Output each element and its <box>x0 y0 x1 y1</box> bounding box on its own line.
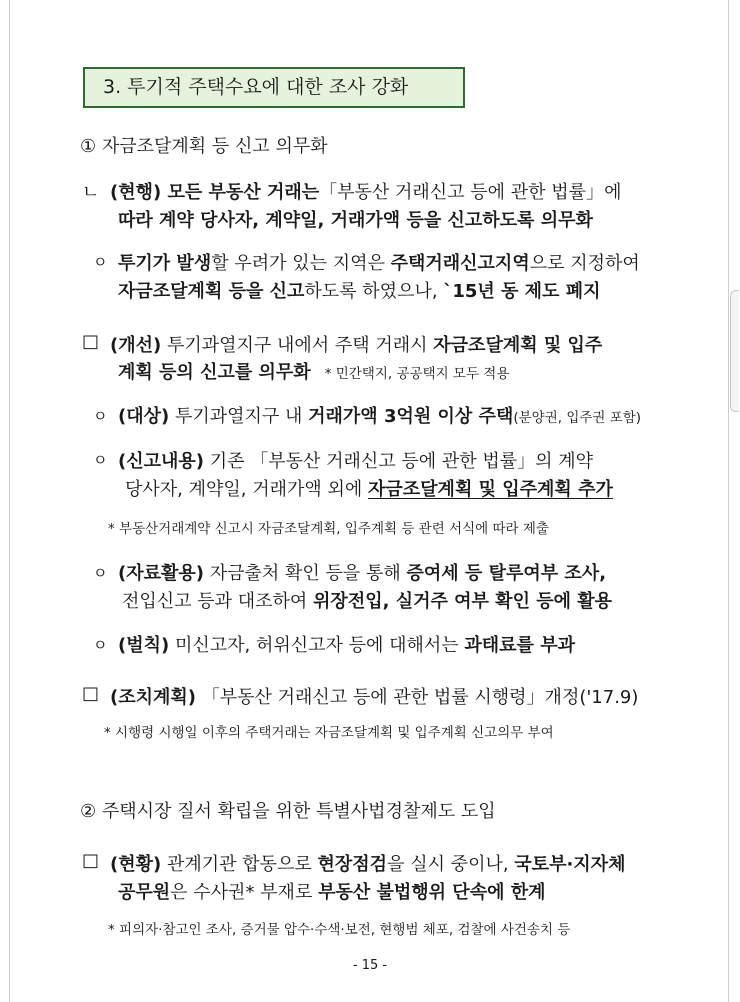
scroll-handle[interactable] <box>730 290 739 412</box>
subheading-1: ① 자금조달계획 등 신고 의무화 <box>80 136 328 157</box>
b2d-line: (벌칙) 미신고자, 허위신고자 등에 대해서는 과태료를 부과 <box>118 635 575 656</box>
b1s-line2: 자금조달계획 등을 신고하도록 하였으나, `15년 동 제도 폐지 <box>118 281 601 302</box>
b2-line2: 계획 등의 신고를 의무화 * 민간택지, 공공택지 모두 적용 <box>118 362 510 383</box>
b2c-line1: (자료활용) 자금출처 확인 등을 통해 증여세 등 탈루여부 조사, <box>118 563 607 584</box>
b2c-line2: 전입신고 등과 대조하여 위장전입, 실거주 여부 확인 등에 활용 <box>122 591 613 612</box>
section-title: 3. 투기적 주택수요에 대한 조사 강화 <box>103 76 409 98</box>
b2-line1: (개선) 투기과열지구 내에서 주택 거래시 자금조달계획 및 입주 <box>110 335 603 356</box>
bullet-marker: ㅇ <box>93 451 108 469</box>
square-marker: □ <box>82 850 100 871</box>
b2-note: * 부동산거래계약 신고시 자금조달계획, 입주계획 등 관련 서식에 따라 제출 <box>108 521 549 537</box>
b3-note: * 시행령 시행일 이후의 주택거래는 자금조달계획 및 입주계획 신고의무 부여 <box>104 725 554 741</box>
bullet-marker: ㅇ <box>93 253 108 271</box>
b2a-line: (대상) 투기과열지구 내 거래가액 3억원 이상 주택(분양권, 입주권 포함) <box>118 406 642 427</box>
square-marker: ㄴ <box>82 182 100 203</box>
bullet-marker: ㅇ <box>93 407 108 425</box>
square-marker: □ <box>82 331 100 352</box>
b2b-line1: (신고내용) 기존 「부동산 거래신고 등에 관한 법률」의 계약 <box>118 451 594 472</box>
b1-line2: 따라 계약 당사자, 계약일, 거래가액 등을 신고하도록 의무화 <box>118 210 593 231</box>
b2b-line2: 당사자, 계약일, 거래가액 외에 자금조달계획 및 입주계획 추가 <box>125 479 613 500</box>
b4-note: * 피의자·참고인 조사, 증거물 압수·수색·보전, 현행범 체포, 검찰에 사건송치 등 <box>108 922 571 938</box>
bullet-marker: ㅇ <box>93 564 108 582</box>
b4-line2: 공무원은 수사권* 부재로 부동산 불법행위 단속에 한계 <box>118 882 546 903</box>
b1s-line1: 투기가 발생할 우려가 있는 지역은 주택거래신고지역으로 지정하여 <box>118 253 640 274</box>
b1-line1: (현행) 모든 부동산 거래는「부동산 거래신고 등에 관한 법률」에 <box>110 182 622 203</box>
section-title-box <box>83 67 465 108</box>
subheading-2: ② 주택시장 질서 확립을 위한 특별사법경찰제도 도입 <box>80 801 496 822</box>
page-number: - 15 - <box>352 958 388 973</box>
square-marker: □ <box>82 683 100 704</box>
b4-line1: (현황) 관계기관 합동으로 현장점검을 실시 중이나, 국토부·지자체 <box>110 854 626 875</box>
b3-line: (조치계획) 「부동산 거래신고 등에 관한 법률 시행령」개정('17.9) <box>110 687 639 708</box>
bullet-marker: ㅇ <box>93 636 108 654</box>
